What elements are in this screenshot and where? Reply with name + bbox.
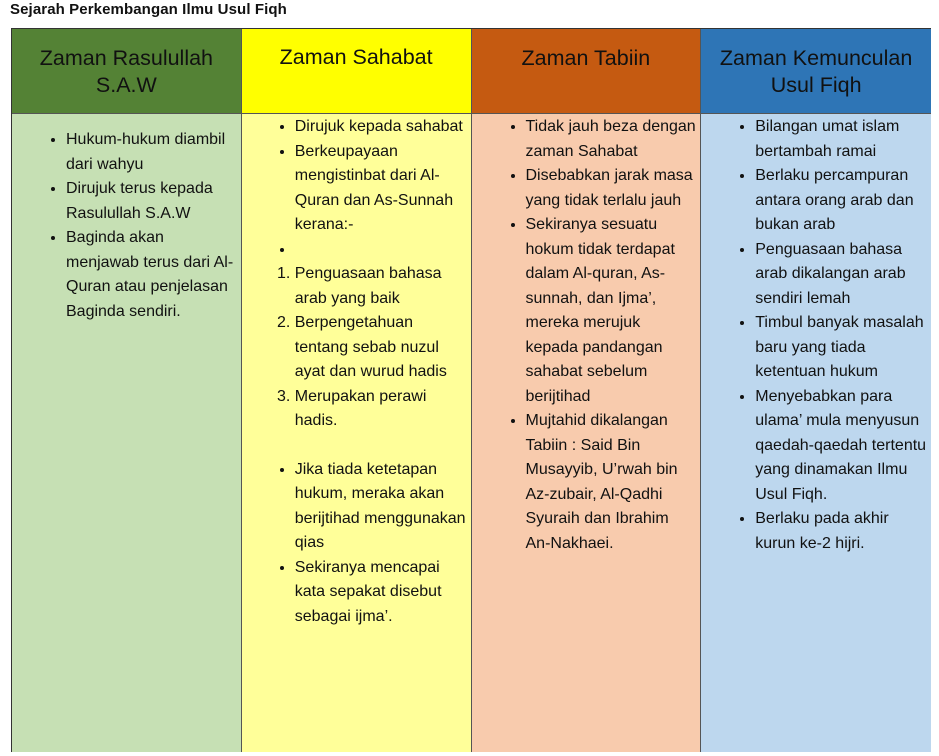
list-item: • Hukum-hukum diambil dari wahyu — [66, 128, 237, 177]
bullet-list — [701, 115, 927, 556]
spacer — [242, 434, 467, 458]
column-body — [242, 114, 471, 752]
list-item: • Bilangan umat islam bertambah ramai — [755, 115, 927, 164]
list-item: • Penguasaan bahasa arab dikalangan arab sendiri lemah — [755, 238, 927, 312]
column-header-text: Zaman Kemunculan Usul Fiqh — [719, 46, 913, 97]
column-header — [12, 29, 241, 114]
list-item: • Dirujuk terus kepada Rasulullah S.A.W — [66, 177, 237, 226]
list-item: • Berkeupayaan mengistinbat dari Al-Quran dan As-Sunnah kerana:- — [295, 140, 467, 238]
list-item: • Mujtahid dikalangan Tabiin : Said Bin Musayyib, U’rwah bin Az-zubair, Al-Qadhi Syuraih dan Ibrahim An-Nakhaei. — [526, 409, 697, 556]
column-body — [701, 114, 931, 752]
column-header-text: Zaman Sahabat — [279, 45, 433, 69]
bullet-list — [472, 115, 697, 556]
column-header-text: Zaman Tabiin — [521, 46, 651, 70]
list-item: • Sekiranya mencapai kata sepakat disebut sebagai ijma’. — [295, 556, 467, 630]
list-item: • Tidak jauh beza dengan zaman Sahabat — [526, 115, 697, 164]
numbered-item: 2. Berpengetahuan tentang sebab nuzul ayat dan wurud hadis — [295, 311, 467, 385]
bullet-list — [12, 128, 237, 324]
column-header-text: Zaman Rasulullah S.A.W — [39, 46, 214, 97]
list-item: • Disebabkan jarak masa yang tidak terlalu jauh — [526, 164, 697, 213]
list-item: • Berlaku pada akhir kurun ke-2 hijri. — [755, 507, 927, 556]
column-zaman-rasulullah — [12, 29, 242, 752]
column-body — [12, 114, 241, 752]
bullet-list — [242, 115, 467, 262]
list-item: • Sekiranya sesuatu hokum tidak terdapat dalam Al-quran, As-sunnah, dan Ijma’, mereka merujuk kepada pandangan sahabat sebelum berijtihad — [526, 213, 697, 409]
column-header — [701, 29, 931, 114]
list-item: • Menyebabkan para ulama’ mula menyusun qaedah-qaedah tertentu yang dinamakan Ilmu Usul Fiqh. — [755, 385, 927, 508]
list-item: • Berlaku percampuran antara orang arab dan bukan arab — [755, 164, 927, 238]
column-zaman-sahabat — [242, 29, 472, 752]
empty-list-item — [295, 238, 467, 263]
list-item: • Timbul banyak masalah baru yang tiada ketentuan hukum — [755, 311, 927, 385]
list-item: • Baginda akan menjawab terus dari Al-Quran atau penjelasan Baginda sendiri. — [66, 226, 237, 324]
numbered-item: 3. Merupakan perawi hadis. — [295, 385, 467, 434]
column-zaman-tabiin — [472, 29, 702, 752]
history-table — [11, 28, 931, 752]
column-header — [242, 29, 471, 114]
numbered-list — [242, 262, 467, 434]
list-item: • Jika tiada ketetapan hukum, meraka akan berijtihad menggunakan qias — [295, 458, 467, 556]
column-zaman-kemunculan-usul-fiqh — [701, 29, 931, 752]
column-body — [472, 114, 701, 752]
column-header — [472, 29, 701, 114]
bullet-list — [242, 458, 467, 630]
list-item: • Dirujuk kepada sahabat — [295, 115, 467, 140]
numbered-item: 1. Penguasaan bahasa arab yang baik — [295, 262, 467, 311]
page-title: Sejarah Perkembangan Ilmu Usul Fiqh — [10, 1, 287, 18]
